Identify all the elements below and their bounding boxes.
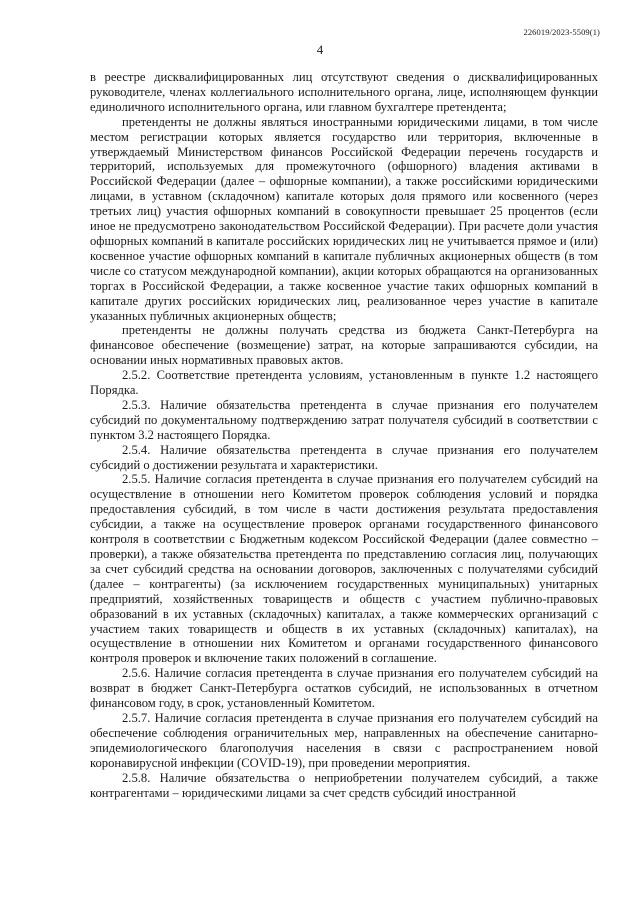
paragraph: 2.5.7. Наличие согласия претендента в случае признания его получателем субсидий на обеспечение соблюдения ограничительных мер, направленных на обеспечение санитарно-эпидемиологического благополучия населения в связи с распространением новой коронавирусной инфекции (COVID-19), при проведении мероприятия. [90,710,598,770]
document-number: 226019/2023-5509(1) [523,27,600,37]
page-number: 4 [316,42,324,57]
paragraph: 2.5.4. Наличие обязательства претендента в случае признания его получателем субсидий о достижении результата и характеристики. [90,442,598,472]
paragraph: претенденты не должны получать средства из бюджета Санкт-Петербурга на финансовое обеспечение (возмещение) затрат, на которые запрашиваются субсидии, на основании иных нормативных правовых актов. [90,323,598,368]
paragraph: претенденты не должны являться иностранными юридическими лицами, в том числе местом регистрации которых является государство или территория, включенные в утверждаемый Министерством финансов Российской Федерации перечень государств и территорий, используемых для промежуточного (офшорного) владения активами в Российской Федерации (далее – офшорные компании), а также российскими юридическими лицами, в уставном (складочном) капитале которых доля прямого или косвенного (через третьих лиц) участия офшорных компаний в совокупности превышает 25 процентов (если иное не предусмотрено законодательством Российской Федерации). При расчете доли участия офшорных компаний в капитале российских юридических лиц не учитывается прямое и (или) косвенное участие офшорных компаний в капитале публичных акционерных обществ (в том числе со статусом международной компании), акции которых обращаются на организованных торгах в Российской Федерации, а также косвенное участие таких офшорных компаний в капитале других российских юридических лиц, реализованное через участие в капитале указанных публичных акционерных обществ; [90,114,598,323]
paragraph: в реестре дисквалифицированных лиц отсутствуют сведения о дисквалифицированных руководителе, членах коллегиального исполнительного органа, лице, исполняющем функции единоличного исполнительного органа, или главном бухгалтере претендента; [90,70,598,114]
document-body [90,70,598,800]
paragraph: 2.5.8. Наличие обязательства о неприобретении получателем субсидий, а также контрагентами – юридическими лицами за счет средств субсидий иностранной [90,770,598,800]
paragraph: 2.5.6. Наличие согласия претендента в случае признания его получателем субсидий на возврат в бюджет Санкт-Петербурга остатков субсидий, не использованных в отчетном финансовом году, в срок, установленный Комитетом. [90,666,598,711]
paragraph: 2.5.2. Соответствие претендента условиям, установленным в пункте 1.2 настоящего Порядка. [90,368,598,398]
paragraph: 2.5.3. Наличие обязательства претендента в случае признания его получателем субсидий по документальному подтверждению затрат получателя субсидий в соответствии с пунктом 3.2 настоящего Порядка. [90,397,598,442]
paragraph: 2.5.5. Наличие согласия претендента в случае признания его получателем субсидий на осуществление в отношении него Комитетом проверок соблюдения условий и порядка предоставления субсидий, в том числе в части достижения результата предоставления субсидии, а также на осуществление проверок органами государственного финансового контроля в соответствии с Бюджетным кодексом Российской Федерации (далее совместно – проверки), а также обязательства претендента по представлению согласия лиц, получающих за счет субсидий средства на основании договоров, заключенных с получателями субсидий (далее – контрагенты) (за исключением государственных муниципальных) унитарных предприятий, хозяйственных товариществ и обществ с участием публично-правовых образований в их уставных (складочных) капиталах, а также коммерческих организаций с участием таких товариществ и обществ в их уставных (складочных) капиталах), на осуществление в отношении них Комитетом и органами государственного финансового контроля проверок и включение таких положений в соглашение. [90,472,598,666]
